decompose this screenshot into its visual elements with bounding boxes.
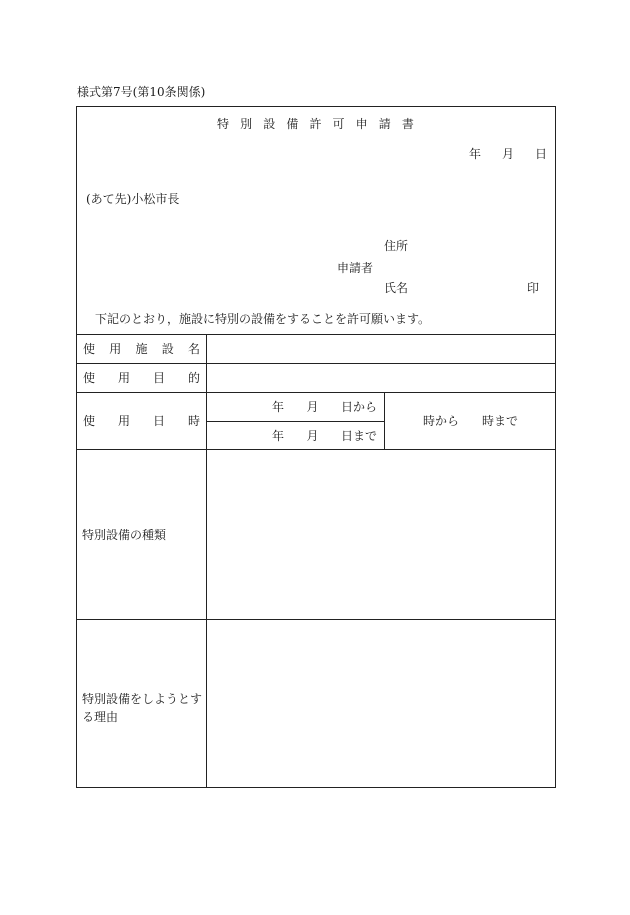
request-statement: 下記のとおり，施設に特別の設備をすることを許可願います。 (95, 312, 431, 326)
title-char: 特 (217, 117, 230, 131)
start-year-label: 年 (272, 400, 285, 414)
date-month-label: 月 (501, 147, 514, 161)
form-number: 様式第7号(第10条関係) (77, 85, 206, 99)
applicant-label: 申請者 (337, 261, 374, 275)
title-char: 可 (332, 117, 345, 131)
end-month-label: 月 (306, 429, 319, 443)
equipment-reason-field[interactable] (207, 620, 555, 787)
addressee: (あて先)小松市長 (86, 192, 180, 206)
usage-purpose-field[interactable] (207, 364, 555, 392)
row-divider-date-inner (206, 421, 384, 422)
equipment-reason-label: 特別設備をしようとする理由 (82, 692, 203, 724)
label-char: 時 (187, 414, 200, 428)
row-divider-purpose (76, 392, 556, 393)
label-char: 設 (161, 342, 174, 356)
end-year-label: 年 (272, 429, 285, 443)
facility-name-field[interactable] (207, 335, 555, 363)
usage-purpose-label (83, 372, 200, 384)
date-year-label: 年 (469, 147, 482, 161)
label-char: 用 (117, 371, 130, 385)
label-char: 目 (152, 371, 165, 385)
equipment-type-label: 特別設備の種類 (82, 528, 167, 542)
end-date-field[interactable] (272, 430, 377, 442)
applicant-name-label: 氏名 (384, 281, 409, 295)
label-char: 使 (83, 414, 96, 428)
title-char: 書 (401, 117, 414, 131)
start-month-label: 月 (306, 400, 319, 414)
title-char: 別 (240, 117, 253, 131)
document-title (217, 118, 414, 130)
title-char: 備 (286, 117, 299, 131)
start-day-label: 日から (340, 400, 377, 414)
label-char: 施 (135, 342, 148, 356)
start-date-field[interactable] (272, 401, 377, 413)
title-char: 申 (355, 117, 368, 131)
date-day-label: 日 (534, 147, 547, 161)
label-char: 日 (152, 414, 165, 428)
column-divider-time (384, 392, 385, 449)
facility-name-label (83, 343, 200, 355)
end-day-label: 日まで (340, 429, 377, 443)
time-range-field[interactable] (423, 415, 518, 427)
seal-label: 印 (527, 281, 540, 295)
label-char: 使 (83, 371, 96, 385)
equipment-type-field[interactable] (207, 450, 555, 618)
applicant-address-label: 住所 (384, 239, 409, 253)
title-char: 許 (309, 117, 322, 131)
usage-datetime-label (83, 415, 200, 427)
application-date-field[interactable] (469, 148, 547, 160)
label-char: 使 (83, 342, 96, 356)
label-char: 名 (187, 342, 200, 356)
label-char: 用 (109, 342, 122, 356)
end-time-label: 時まで (481, 414, 518, 428)
start-time-label: 時から (423, 414, 460, 428)
title-char: 設 (263, 117, 276, 131)
title-char: 請 (378, 117, 391, 131)
label-char: 的 (187, 371, 200, 385)
label-char: 用 (117, 414, 130, 428)
